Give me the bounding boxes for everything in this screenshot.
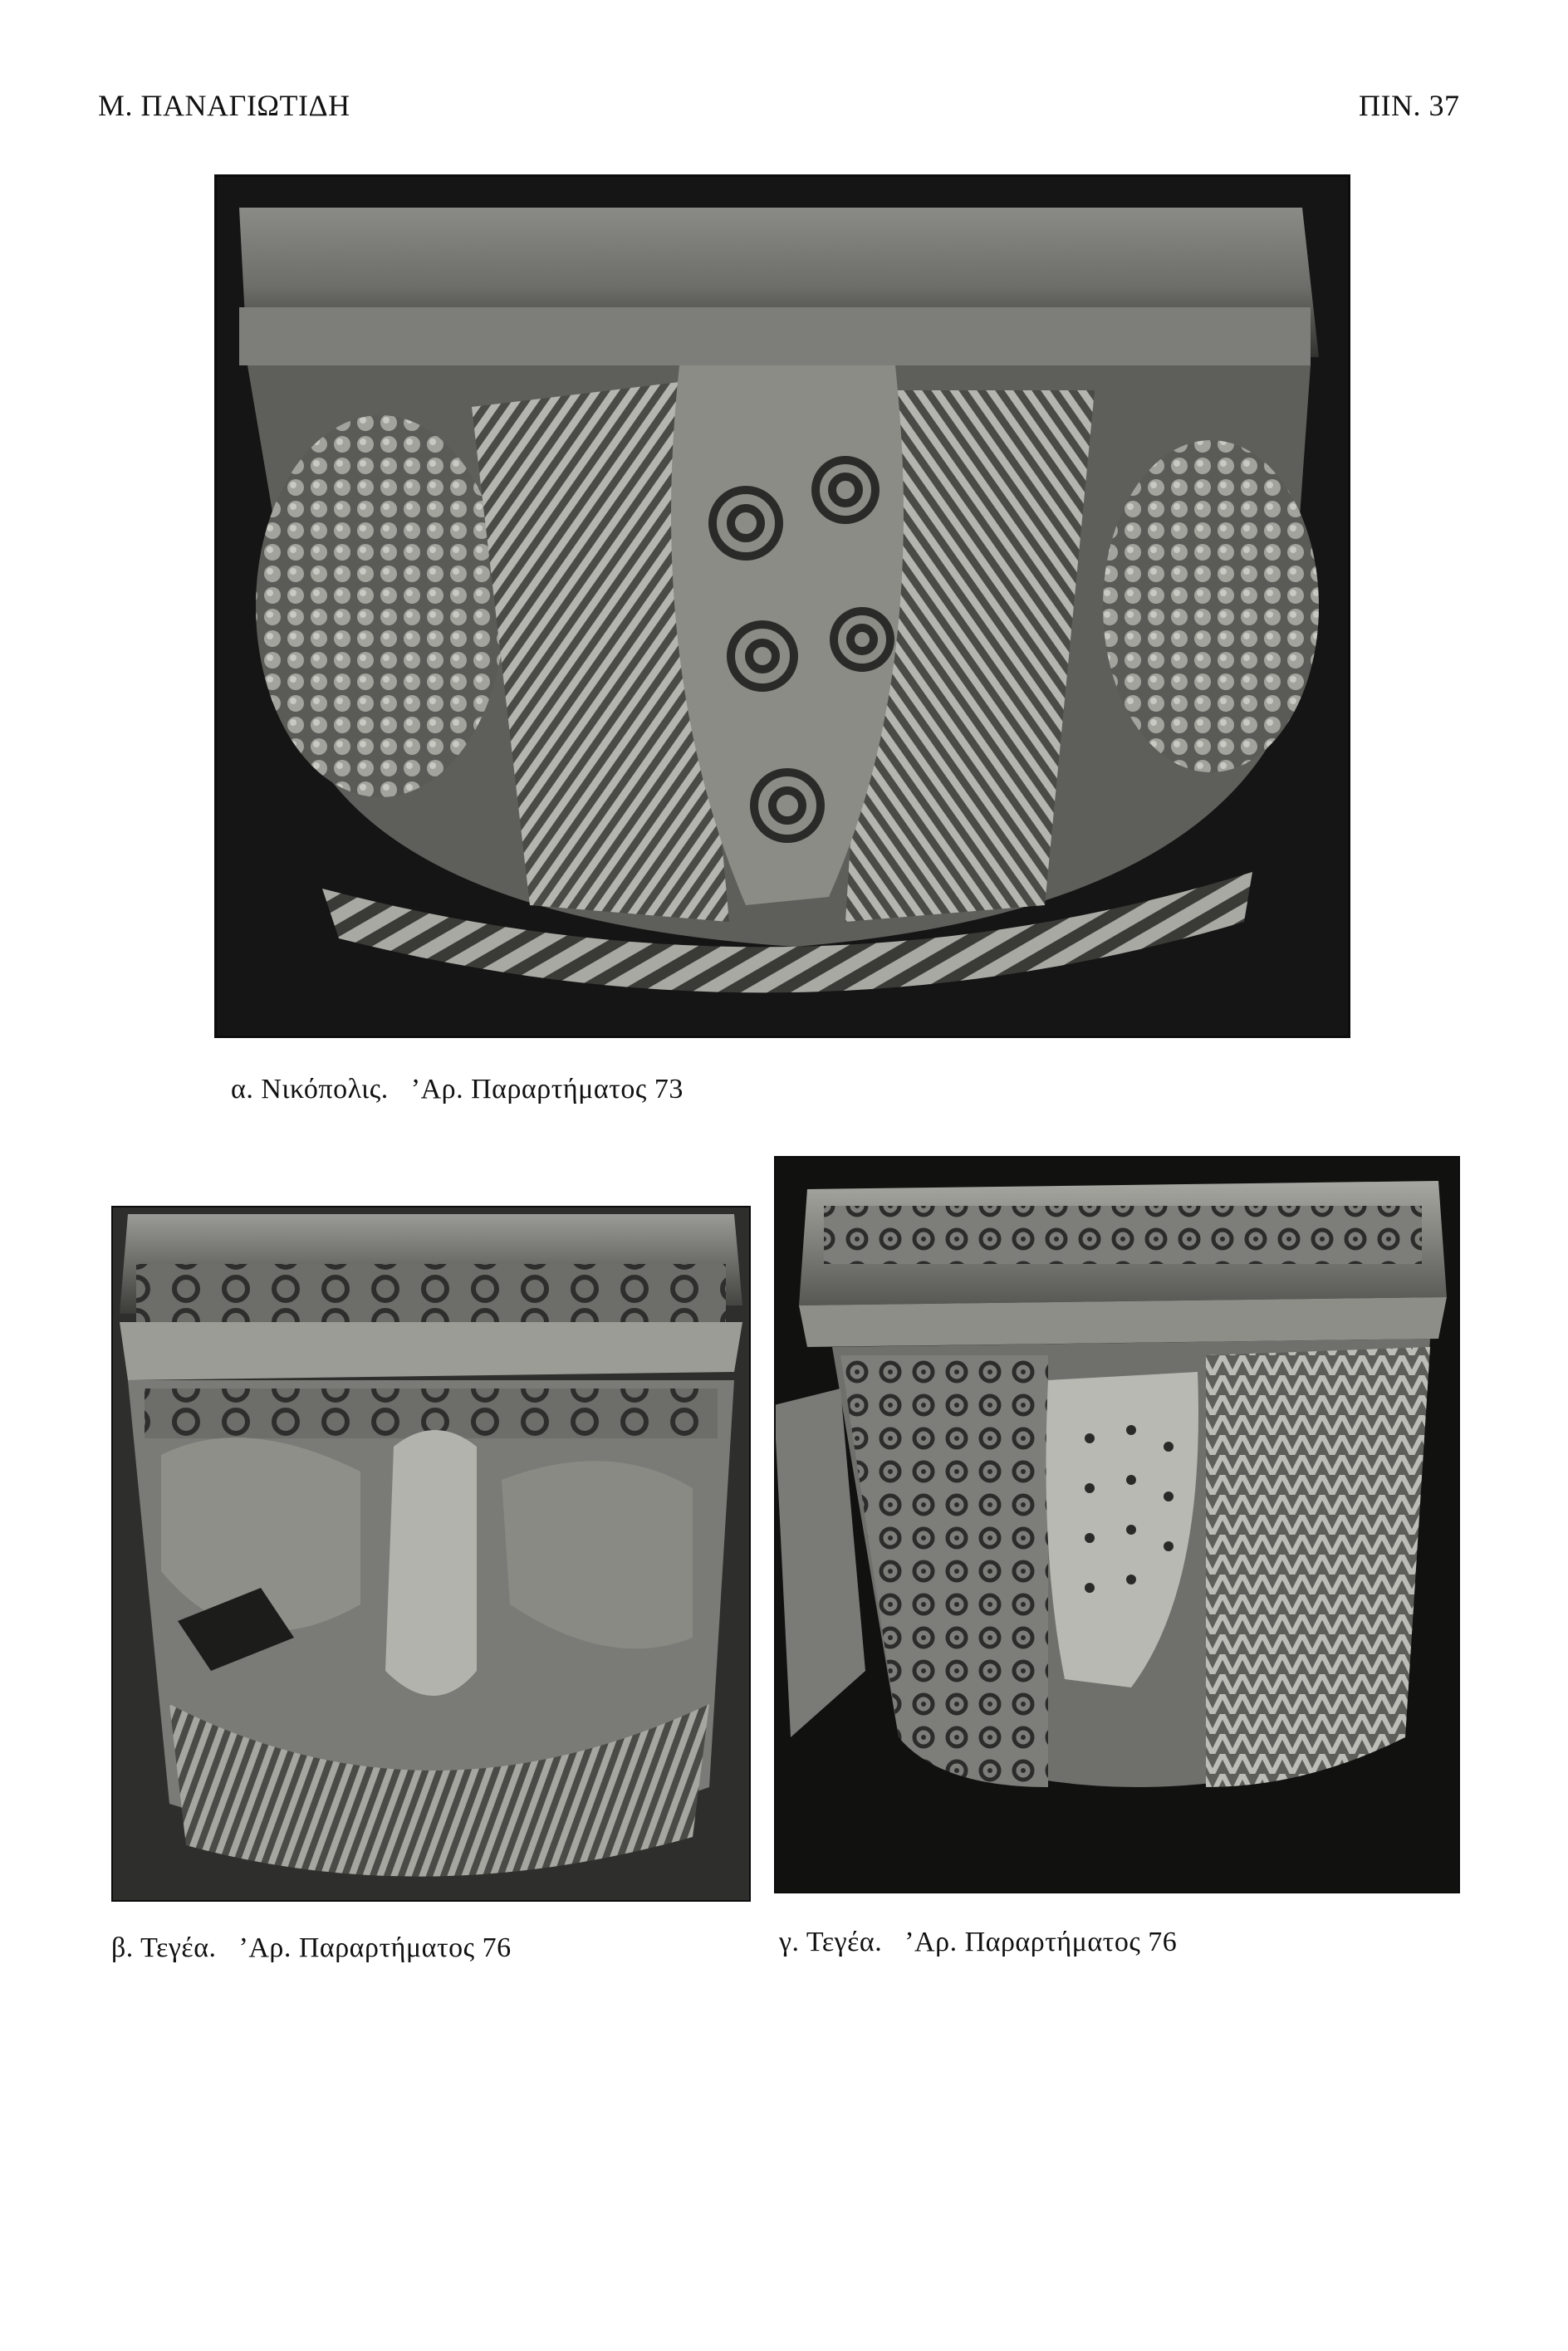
running-header-author: Μ. ΠΑΝΑΓΙΩΤΙΔΗ bbox=[98, 89, 350, 122]
plate-number: ΠΙΝ. 37 bbox=[1359, 89, 1460, 122]
caption-figure-b: β. Τεγέα. ’Αρ. Παραρτήματος 76 bbox=[111, 1932, 512, 1963]
photo-tegea-capital-c bbox=[774, 1156, 1460, 1893]
photo-nikopolis-capital bbox=[214, 174, 1350, 1038]
caption-figure-c: γ. Τεγέα. ’Αρ. Παραρτήματος 76 bbox=[779, 1927, 1178, 1957]
photo-tegea-capital-b bbox=[111, 1206, 751, 1902]
caption-figure-a: α. Νικόπολις. ’Αρ. Παραρτήματος 73 bbox=[231, 1074, 684, 1104]
